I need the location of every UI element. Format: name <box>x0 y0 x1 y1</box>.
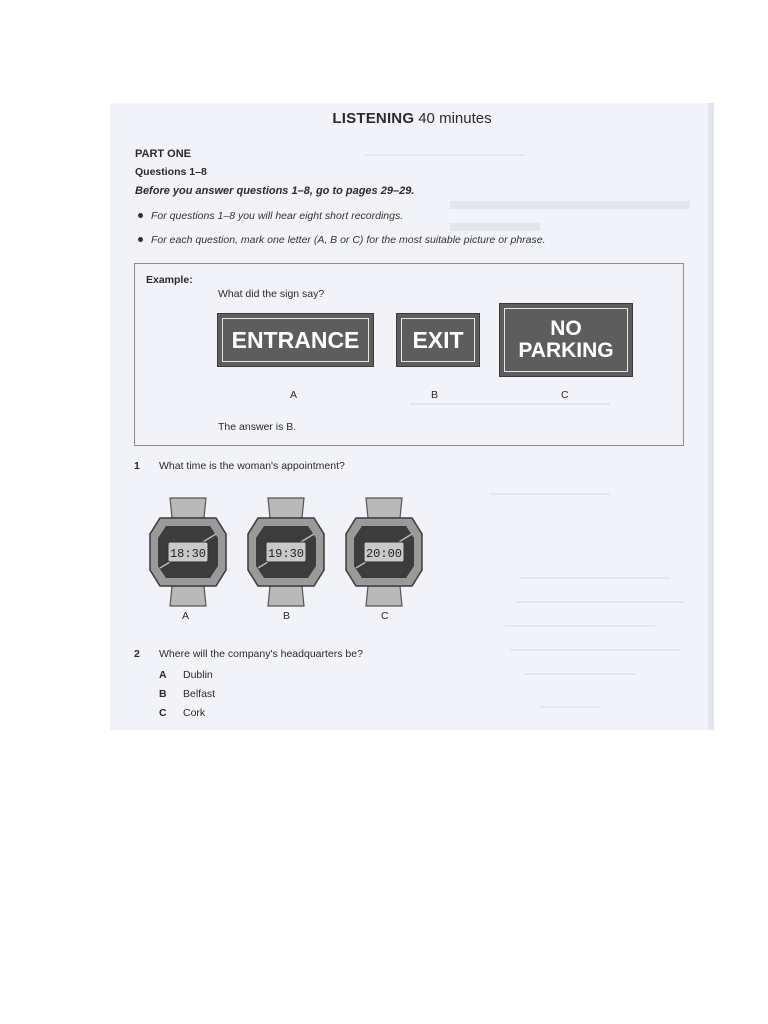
instruction: Before you answer questions 1–8, go to pages 29–29. <box>135 185 415 197</box>
bullet-text: For questions 1–8 you will hear eight short recordings. <box>151 210 404 222</box>
sign-text-line1: NO <box>550 316 582 340</box>
title-listening: LISTENING <box>332 110 415 127</box>
sign-no-parking <box>499 303 633 377</box>
bullet-text: For each question, mark one letter (A, B or C) for the most suitable picture or phrase. <box>151 234 546 246</box>
bleed-through-line <box>490 493 610 495</box>
bleed-through-line <box>515 601 685 603</box>
sign-text: ENTRANCE <box>231 326 360 353</box>
page-title <box>110 110 714 127</box>
watch-icon <box>246 496 326 608</box>
bleed-through-line <box>365 154 525 156</box>
part-heading: PART ONE <box>135 148 192 160</box>
question-number: 1 <box>134 460 140 472</box>
option-text: Dublin <box>183 669 213 681</box>
watch-time: 19:30 <box>267 547 305 561</box>
bleed-through-line <box>520 577 670 579</box>
watch-icon <box>344 496 424 608</box>
option-letter: B <box>159 688 167 700</box>
example-answer: The answer is B. <box>218 421 297 433</box>
option-letter: A <box>159 669 167 681</box>
title-duration: 40 minutes <box>418 110 492 127</box>
example-label: Example: <box>146 274 193 286</box>
bleed-through-line <box>525 673 635 675</box>
sign-entrance <box>217 313 374 367</box>
sign-text: EXIT <box>412 326 464 353</box>
page-edge-shadow <box>708 103 714 730</box>
example-question: What did the sign say? <box>218 288 325 300</box>
option-text: Belfast <box>183 688 216 700</box>
questions-range: Questions 1–8 <box>135 166 207 178</box>
bleed-through-line <box>540 706 600 708</box>
option-letter: A <box>290 389 298 401</box>
bleed-through-line <box>505 625 655 627</box>
option-letter: C <box>381 610 389 622</box>
option-letter: C <box>561 389 569 401</box>
option-letter: B <box>283 610 291 622</box>
option-letter: B <box>431 389 439 401</box>
bullet-item <box>135 210 403 222</box>
bleed-through-line <box>450 223 540 231</box>
bullet-item <box>135 234 546 246</box>
question-text: Where will the company's headquarters be? <box>159 648 363 660</box>
bleed-through-line <box>450 201 600 209</box>
bullet-dot-icon <box>138 237 143 242</box>
bleed-through-line <box>590 201 690 209</box>
watch-icon <box>148 496 228 608</box>
sign-text-line2: PARKING <box>518 339 614 362</box>
example-box <box>134 263 684 446</box>
sign-exit <box>396 313 480 367</box>
option-letter: C <box>159 707 167 719</box>
question-number: 2 <box>134 648 140 660</box>
scanned-page <box>110 103 714 730</box>
option-text: Cork <box>183 707 206 719</box>
question-text: What time is the woman's appointment? <box>159 460 345 472</box>
watch-time: 20:00 <box>365 547 403 561</box>
watch-time: 18:30 <box>169 547 207 561</box>
bullet-dot-icon <box>138 213 143 218</box>
bleed-through-line <box>510 649 680 651</box>
option-letter: A <box>182 610 190 622</box>
